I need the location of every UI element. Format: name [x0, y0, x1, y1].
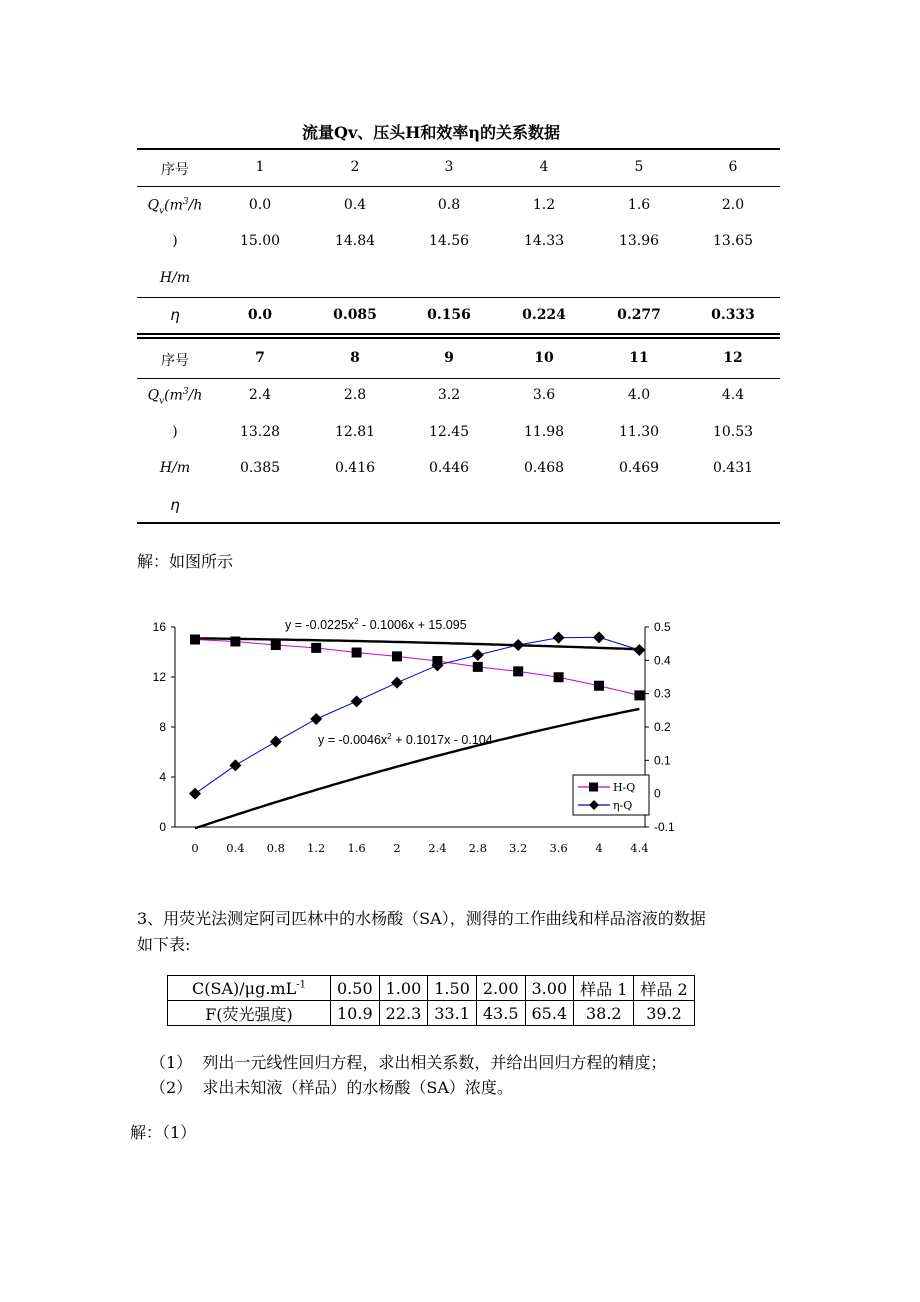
y-tick-label-right: 0.3 [654, 686, 671, 701]
table-row [168, 1001, 695, 1026]
data-point-hq [190, 635, 200, 645]
x-tick-label: 3.6 [549, 841, 568, 855]
table-cell: 0.416 [334, 460, 376, 476]
data-point-hq [271, 640, 281, 650]
data-point-hq [554, 672, 564, 682]
table-cell: 6 [728, 159, 738, 175]
series-line-eta [195, 637, 639, 793]
y-tick-label-right: 0.5 [654, 620, 671, 634]
legend-marker-hq [589, 783, 598, 792]
table-cell: 22.3 [379, 1001, 428, 1026]
table-cell: 10.53 [712, 424, 754, 440]
data-point-eta [310, 713, 322, 725]
data-point-hq [311, 643, 321, 653]
table-cell: 3.6 [532, 387, 556, 403]
x-tick-label: 1.2 [307, 841, 326, 855]
table-cell: 3 [444, 159, 454, 175]
data-markers [189, 631, 645, 799]
label-head-2: H/m [159, 460, 191, 476]
table-cell: 4.4 [721, 387, 745, 403]
table-double-rule-lower [137, 337, 780, 339]
data-point-eta [229, 759, 241, 771]
data-point-hq [392, 651, 402, 661]
table-cell: 2.4 [248, 387, 272, 403]
table-cell: 14.84 [334, 233, 376, 249]
hq-equation: $y = -0.0225x^2 - 0.1006x + 15.095$ [285, 617, 467, 632]
eta-equation: $y = -0.0046x^2 + 0.1017x - 0.104$ [318, 732, 493, 747]
data-point-eta [351, 695, 363, 707]
table-cell: 1 [255, 159, 265, 175]
table-cell: 0.156 [427, 307, 471, 323]
table-cell: 0.333 [711, 307, 755, 323]
table-bottom-rule [137, 522, 780, 524]
table-cell: 4.0 [627, 387, 651, 403]
y-tick-label-left: 0 [159, 820, 166, 834]
data-point-hq [634, 690, 644, 700]
table-cell: 13.96 [618, 233, 660, 249]
legend-label-eta: η-Q [613, 799, 633, 812]
label-efficiency-2: η [170, 496, 180, 514]
label-index: 序号 [161, 162, 189, 178]
table-cell: 39.2 [634, 1001, 694, 1026]
table-cell: 10 [534, 350, 554, 366]
data-point-eta [270, 736, 282, 748]
table-cell: 3.2 [437, 387, 461, 403]
answer-text: 解：如图所示 [137, 552, 234, 571]
table-cell: 0.085 [333, 307, 377, 323]
table-cell: 3.00 [525, 976, 574, 1001]
label-flow-cont: ) [172, 233, 178, 249]
table-cell: 8 [350, 350, 360, 366]
label-head: H/m [159, 270, 191, 286]
table-cell: 0.0 [248, 197, 272, 213]
table-cell: 1.6 [627, 197, 651, 213]
table-top-rule [137, 148, 780, 150]
question-line-1: 3、用荧光法测定阿司匹林中的水杨酸（SA），测得的工作曲线和样品溶液的数据 [137, 909, 706, 928]
x-tick-label: 4.4 [630, 841, 649, 855]
label-flow-2: $Q_v(m^3/h$ [147, 387, 203, 407]
table-cell: 14.56 [428, 233, 470, 249]
x-tick-label: 0.4 [226, 841, 245, 855]
table-cell: 65.4 [525, 1001, 574, 1026]
table-cell: 0.224 [522, 307, 566, 323]
table-cell: 14.33 [523, 233, 565, 249]
y-tick-label-right: 0.4 [654, 653, 671, 668]
y-tick-label-right: 0.1 [654, 753, 671, 768]
table-cell: 0.469 [618, 460, 660, 476]
y-tick-label-left: 4 [159, 770, 166, 784]
data-point-eta [512, 639, 524, 651]
table-cell: 43.5 [476, 1001, 525, 1026]
row-label-concentration: $C(SA)/\mu g.mL^{-1}$ [168, 976, 331, 1001]
x-tick-label: 0.8 [266, 841, 285, 855]
data-point-eta [189, 788, 201, 800]
table-cell: 0.0 [247, 307, 273, 323]
row-label-fluorescence: F(荧光强度) [168, 1001, 331, 1026]
table-rule [137, 297, 780, 298]
table-cell: 10.9 [331, 1001, 380, 1026]
label-index-2: 序号 [161, 353, 189, 369]
table-cell: 38.2 [574, 1001, 634, 1026]
label-flow: $Q_v(m^3/h$ [147, 197, 203, 217]
y-tick-label-right: 0 [654, 786, 661, 801]
table-cell: 13.28 [239, 424, 281, 440]
table-cell: 11 [629, 350, 649, 366]
table-cell: 33.1 [428, 1001, 477, 1026]
chart-legend [573, 775, 649, 815]
table-cell: 0.8 [437, 197, 461, 213]
sub-question-1: （1） 列出一元线性回归方程，求出相关系数，并给出回归方程的精度； [150, 1053, 667, 1072]
table-cell: 样品 2 [634, 976, 694, 1001]
y-tick-label-left: 16 [152, 620, 166, 634]
data-point-hq [230, 637, 240, 647]
answer-line: 解：（1） [130, 1123, 197, 1142]
y-tick-label-left: 8 [159, 720, 166, 734]
data-point-hq [352, 648, 362, 658]
table-cell: 0.468 [523, 460, 565, 476]
table-cell: 13.65 [712, 233, 754, 249]
data-point-eta [472, 649, 484, 661]
table-cell: 0.4 [343, 197, 367, 213]
pump-curve-chart [130, 610, 675, 865]
x-tick-label: 3.2 [509, 841, 528, 855]
table-cell: 11.98 [523, 424, 565, 440]
series-lines [195, 637, 639, 793]
legend-box [573, 775, 649, 815]
table-double-rule-upper [137, 333, 780, 335]
data-point-hq [473, 662, 483, 672]
label-flow-cont-2: ) [172, 424, 178, 440]
data-point-eta [633, 644, 645, 656]
table-cell: 0.50 [331, 976, 380, 1001]
table-cell: 1.50 [428, 976, 477, 1001]
table-title: 流量Qv、压头H和效率η的关系数据 [302, 123, 560, 142]
table-cell: 2.00 [476, 976, 525, 1001]
x-tick-label: 2.8 [468, 841, 487, 855]
table-row [168, 976, 695, 1001]
table-cell: 4 [539, 159, 549, 175]
table-cell: 0.277 [617, 307, 661, 323]
x-tick-label: 0 [191, 841, 199, 855]
table-header-rule [137, 186, 780, 187]
table-cell: 15.00 [239, 233, 281, 249]
question-line-2: 如下表: [137, 935, 191, 954]
table-cell: 0.446 [428, 460, 470, 476]
table-cell: 0.431 [712, 460, 754, 476]
data-point-eta [553, 632, 565, 644]
table-cell: 样品 1 [574, 976, 634, 1001]
data-point-hq [513, 666, 523, 676]
x-tick-label: 1.6 [347, 841, 366, 855]
label-efficiency: η [170, 306, 180, 324]
sub-question-2: （2） 求出未知液（样品）的水杨酸（SA）浓度。 [150, 1078, 513, 1097]
x-tick-label: 2.4 [428, 841, 447, 855]
data-point-eta [391, 677, 403, 689]
y-tick-label-right: 0.2 [654, 720, 671, 734]
table-cell: 2.0 [721, 197, 745, 213]
x-tick-label: 2 [393, 841, 401, 855]
data-point-hq [594, 681, 604, 691]
table-cell: 11.30 [618, 424, 660, 440]
table-header-rule-2 [137, 378, 780, 379]
table-cell: 9 [444, 350, 454, 366]
table-cell: 2.8 [343, 387, 367, 403]
table-cell: 1.2 [532, 197, 556, 213]
table-cell: 12.45 [428, 424, 470, 440]
data-point-eta [593, 631, 605, 643]
legend-label-hq: H-Q [613, 781, 636, 794]
table-cell: 0.385 [239, 460, 281, 476]
y-tick-label-left: 12 [152, 670, 166, 684]
table-cell: 7 [255, 350, 265, 366]
y-tick-label-right: -0.1 [654, 820, 675, 834]
table-cell: 12.81 [334, 424, 376, 440]
x-tick-label: 4 [595, 841, 603, 855]
table-cell: 12 [723, 350, 743, 366]
table-cell: 1.00 [379, 976, 428, 1001]
table-cell: 5 [634, 159, 644, 175]
sa-data-table [167, 975, 695, 1026]
table-cell: 2 [350, 159, 360, 175]
